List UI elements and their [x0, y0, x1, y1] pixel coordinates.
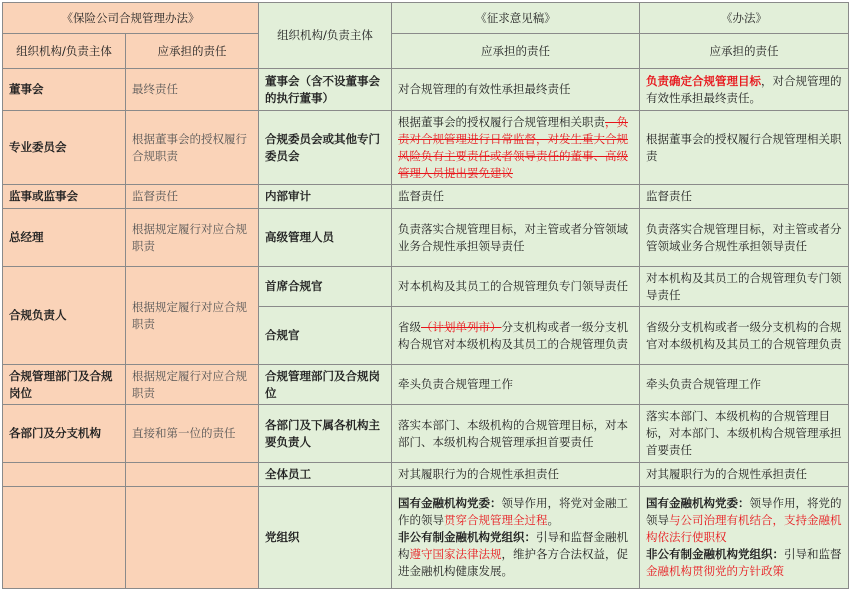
header-duty-old: 应承担的责任	[126, 34, 259, 69]
cell-duty-draft: 负责落实合规管理目标，对主管或者分管领域业务合规性承担领导责任	[392, 209, 640, 267]
body-text: 。	[547, 513, 559, 527]
cell-duty-measures: 对本机构及其员工的合规管理负专门领导责任	[640, 267, 849, 307]
highlight-text: 负责确定合规管理目标	[646, 73, 761, 88]
header-duty-draft: 应承担的责任	[392, 34, 640, 69]
cell-org-old: 专业委员会	[3, 111, 126, 185]
cell-org-new: 高级管理人员	[259, 209, 392, 267]
cell-duty-measures	[640, 487, 849, 589]
cell-empty	[126, 487, 259, 589]
cell-duty-draft	[392, 307, 640, 365]
table-row	[3, 111, 849, 185]
table-row	[3, 405, 849, 463]
cell-org-new: 首席合规官	[259, 267, 392, 307]
highlight-text: 贯穿合规管理全过程	[444, 513, 548, 527]
body-text: 分支机构或者一级分支机构合规官对本级机构及其员工的合规管理负责	[398, 319, 628, 351]
table-row	[3, 267, 849, 307]
cell-duty-measures: 落实本部门、本级机构的合规管理目标，对本部门、本级机构合规管理承担首要责任	[640, 405, 849, 463]
body-text: 省级	[398, 319, 421, 334]
cell-org-old: 董事会	[3, 69, 126, 111]
cell-duty-draft: 落实本部门、本级机构的合规管理目标，对本部门、本级机构合规管理承担首要责任	[392, 405, 640, 463]
header-org-subject-old: 组织机构/负责主体	[3, 34, 126, 69]
cell-org-new: 董事会（含不设董事会的执行董事）	[259, 69, 392, 111]
cell-duty-measures: 省级分支机构或者一级分支机构的合规官对本级机构及其员工的合规管理负责	[640, 307, 849, 365]
table-row	[3, 463, 849, 487]
cell-duty-draft	[392, 487, 640, 589]
highlight-text: 金融机构贯彻党的方针政策	[646, 564, 784, 578]
cell-duty-old: 最终责任	[126, 69, 259, 111]
cell-duty-draft: 监督责任	[392, 185, 640, 209]
cell-org-new: 合规管理部门及合规岗位	[259, 365, 392, 405]
party-label: 国有金融机构党委：	[646, 496, 750, 510]
cell-org-new: 各部门及下属各机构主要负责人	[259, 405, 392, 463]
cell-org-old: 监事或监事会	[3, 185, 126, 209]
header-org-subject: 组织机构/负责主体	[259, 3, 392, 69]
cell-org-new: 内部审计	[259, 185, 392, 209]
cell-org-new: 合规委员会或其他专门委员会	[259, 111, 392, 185]
table-row	[3, 185, 849, 209]
compliance-comparison-table	[2, 2, 849, 589]
cell-org-old: 总经理	[3, 209, 126, 267]
body-text: ，维护各方合法权益，促进金融机构健康发展。	[398, 547, 628, 578]
table-row	[3, 365, 849, 405]
cell-duty-draft	[392, 111, 640, 185]
cell-duty-old: 直接和第一位的责任	[126, 405, 259, 463]
header-regulation-title: 《保险公司合规管理办法》	[3, 3, 259, 34]
cell-duty-draft: 牵头负责合规管理工作	[392, 365, 640, 405]
cell-duty-draft: 对合规管理的有效性承担最终责任	[392, 69, 640, 111]
table-row	[3, 209, 849, 267]
comparison-table-wrapper	[2, 2, 848, 593]
header-row-1	[3, 3, 849, 34]
body-text: ，对合规管理的有效性承担最终责任。	[646, 73, 842, 105]
cell-empty	[3, 463, 126, 487]
body-text: 引导和监督金融机构	[398, 530, 628, 561]
cell-duty-old: 根据规定履行对应合规职责	[126, 209, 259, 267]
highlight-text: 遵守国家法律法规	[409, 547, 502, 561]
body-text: 领导作用，将党的领导	[646, 496, 842, 527]
party-label: 非公有制金融机构党组织：	[398, 530, 536, 544]
cell-duty-old: 监督责任	[126, 185, 259, 209]
header-duty-measures: 应承担的责任	[640, 34, 849, 69]
cell-empty	[126, 463, 259, 487]
cell-org-old: 各部门及分支机构	[3, 405, 126, 463]
cell-duty-measures	[640, 69, 849, 111]
party-label: 非公有制金融机构党组织：	[646, 547, 784, 561]
cell-duty-measures: 牵头负责合规管理工作	[640, 365, 849, 405]
cell-duty-draft: 对本机构及其员工的合规管理负专门领导责任	[392, 267, 640, 307]
highlight-text: 与公司治理有机结合，支持金融机构依法行使职权	[646, 513, 842, 544]
party-label: 国有金融机构党委：	[398, 496, 502, 510]
cell-org-new: 合规官	[259, 307, 392, 365]
cell-org-old: 合规负责人	[3, 267, 126, 365]
cell-duty-old: 根据规定履行对应合规职责	[126, 267, 259, 365]
cell-duty-measures: 负责落实合规管理目标，对主管或者分管领域业务合规性承担领导责任	[640, 209, 849, 267]
cell-duty-old: 根据董事会的授权履行合规职责	[126, 111, 259, 185]
table-row	[3, 487, 849, 589]
cell-duty-old: 根据规定履行对应合规职责	[126, 365, 259, 405]
body-text: 领导作用，将党对金融工作的领导	[398, 496, 628, 527]
header-row-2	[3, 34, 849, 69]
cell-org-old: 合规管理部门及合规岗位	[3, 365, 126, 405]
cell-org-new: 党组织	[259, 487, 392, 589]
cell-empty	[3, 487, 126, 589]
deleted-text: ，负责对合规管理进行日常监督，对发生重大合规风险负有主要责任或者领导责任的董事、高级管理人员提出罢免建议	[398, 114, 628, 180]
table-row	[3, 69, 849, 111]
cell-duty-measures: 根据董事会的授权履行合规管理相关职责	[640, 111, 849, 185]
cell-duty-measures: 监督责任	[640, 185, 849, 209]
body-text: 引导和监督	[784, 547, 842, 561]
cell-duty-measures: 对其履职行为的合规性承担责任	[640, 463, 849, 487]
cell-org-new: 全体员工	[259, 463, 392, 487]
body-text: 根据董事会的授权履行合规管理相关职责	[398, 114, 605, 129]
header-draft-title: 《征求意见稿》	[392, 3, 640, 34]
cell-duty-draft: 对其履职行为的合规性承担责任	[392, 463, 640, 487]
deleted-text: （计划单列市）	[421, 319, 502, 334]
header-measures-title: 《办法》	[640, 3, 849, 34]
